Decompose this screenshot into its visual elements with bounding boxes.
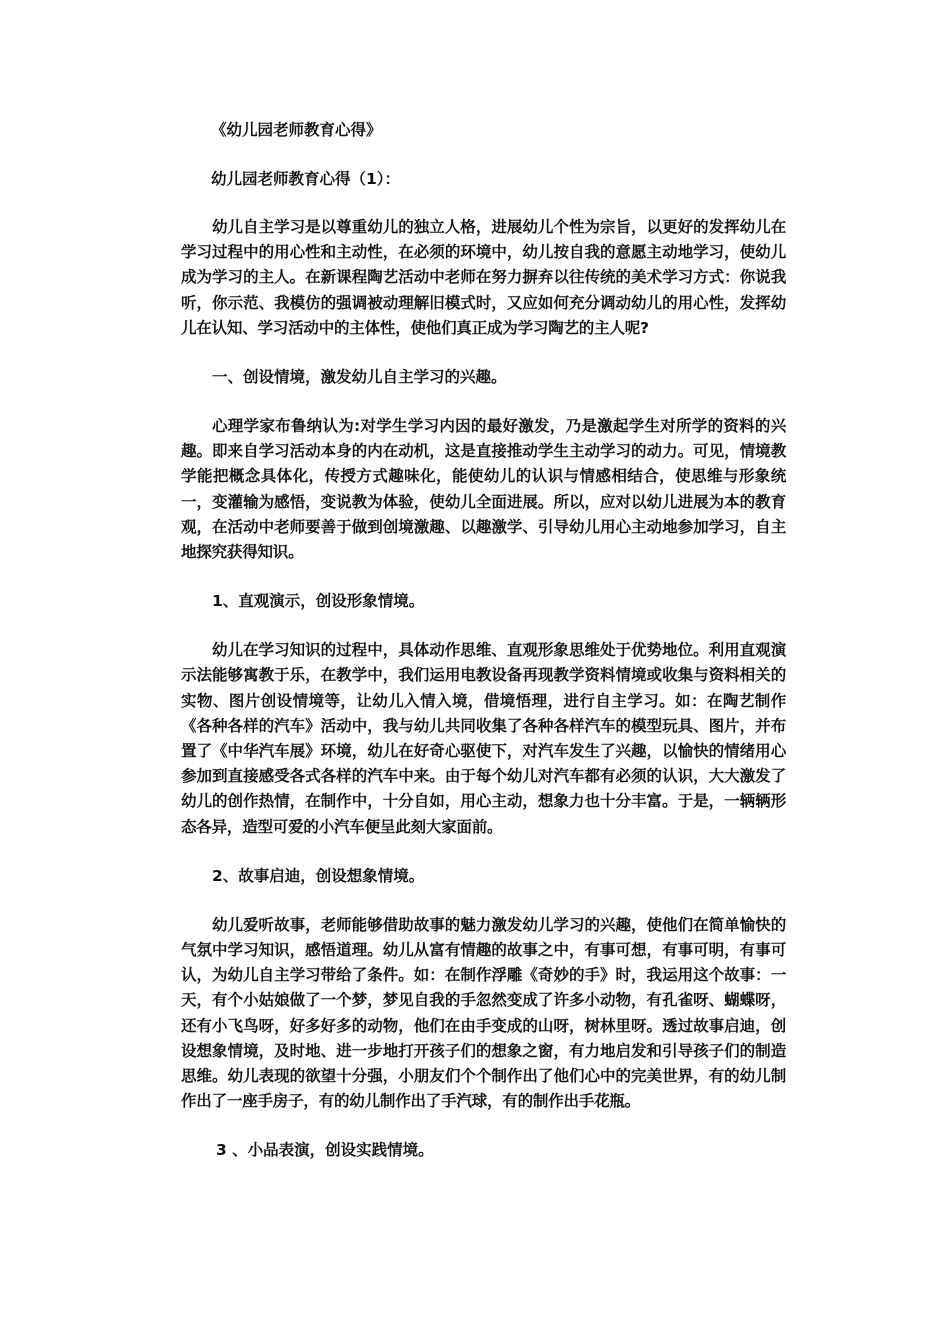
- intro-paragraph: 幼儿自主学习是以尊重幼儿的独立人格，进展幼儿个性为宗旨，以更好的发挥幼儿在学习过程中的用心性和主动性，在必须的环境中，幼儿按自我的意愿主动地学习，使幼儿成为学习的主人。在新课程陶艺活动中老师在努力摒弃以往传统的美术学习方式：你说我听，你示范、我模仿的强调被动理解旧模式时，又应如何充分调动幼儿的用心性，发挥幼儿在认知、学习活动中的主体性，使他们真正成为学习陶艺的主人呢?: [181, 218, 786, 337]
- item-2-paragraph: 幼儿爱听故事，老师能够借助故事的魅力激发幼儿学习的兴趣，使他们在简单愉快的气氛中学习知识，感悟道理。幼儿从富有情趣的故事之中，有事可想，有事可明，有事可认，为幼儿自主学习带给了条件。如：在制作浮雕《奇妙的手》时，我运用这个故事：一天，有个小姑娘做了一个梦，梦见自我的手忽然变成了许多小动物，有孔雀呀、蝴蝶呀，还有小飞鸟呀，好多好多的动物，他们在由手变成的山呀，树林里呀。透过故事启迪，创设想象情境，及时地、进一步地打开孩子们的想象之窗，有力地启发和引导孩子们的制造思维。幼儿表现的欲望十分强，小朋友们个个制作出了他们心中的完美世界，有的幼儿制作出了一座手房子，有的幼儿制作出了手汽球，有的制作出手花瓶。: [181, 915, 786, 1111]
- document-title: 《幼儿园老师教育心得》: [211, 121, 382, 139]
- item-2-heading: 2、故事启迪，创设想象情境。: [212, 866, 425, 885]
- document-body: [181, 118, 786, 1187]
- item-3-heading: 3 、小品表演，创设实践情境。: [216, 1141, 434, 1160]
- item-1-paragraph: 幼儿在学习知识的过程中，具体动作思维、直观形象思维处于优势地位。利用直观演示法能够寓教于乐，在教学中，我们运用电教设备再现教学资料情境或收集与资料相关的实物、图片创设情境等，让幼儿入情入境，借境悟理，进行自主学习。如：在陶艺制作《各种各样的汽车》活动中，我与幼儿共同收集了各种各样汽车的模型玩具、图片，并布置了《中华汽车展》环境，幼儿在好奇心驱使下，对汽车发生了兴趣，以愉快的情绪用心参加到直接感受各式各样的汽车中来。由于每个幼儿对汽车都有必须的认识，大大激发了幼儿的创作热情，在制作中，十分自如，用心主动，想象力也十分丰富。于是，一辆辆形态各异，造型可爱的小汽车便呈此刻大家面前。: [181, 641, 786, 836]
- document-subtitle: 幼儿园老师教育心得（1）：: [211, 170, 401, 188]
- section-1-paragraph: 心理学家布鲁纳认为:对学生学习内因的最好激发，乃是激起学生对所学的资料的兴趣。即来自学习活动本身的内在动机，这是直接推动学生主动学习的动力。可见，情境教学能把概念具体化，传授方式趣味化，能使幼儿的认识与情感相结合，使思维与形象统一，变灌输为感悟，变说教为体验，使幼儿全面进展。所以，应对以幼儿进展为本的教育观，在活动中老师要善于做到创境激趣、以趣激学、引导幼儿用心主动地参加学习，自主地探究获得知识。: [181, 417, 786, 562]
- section-1-heading: 一、创设情境，激发幼儿自主学习的兴趣。: [212, 368, 507, 387]
- item-1-heading: 1、直观演示，创设形象情境。: [212, 592, 425, 611]
